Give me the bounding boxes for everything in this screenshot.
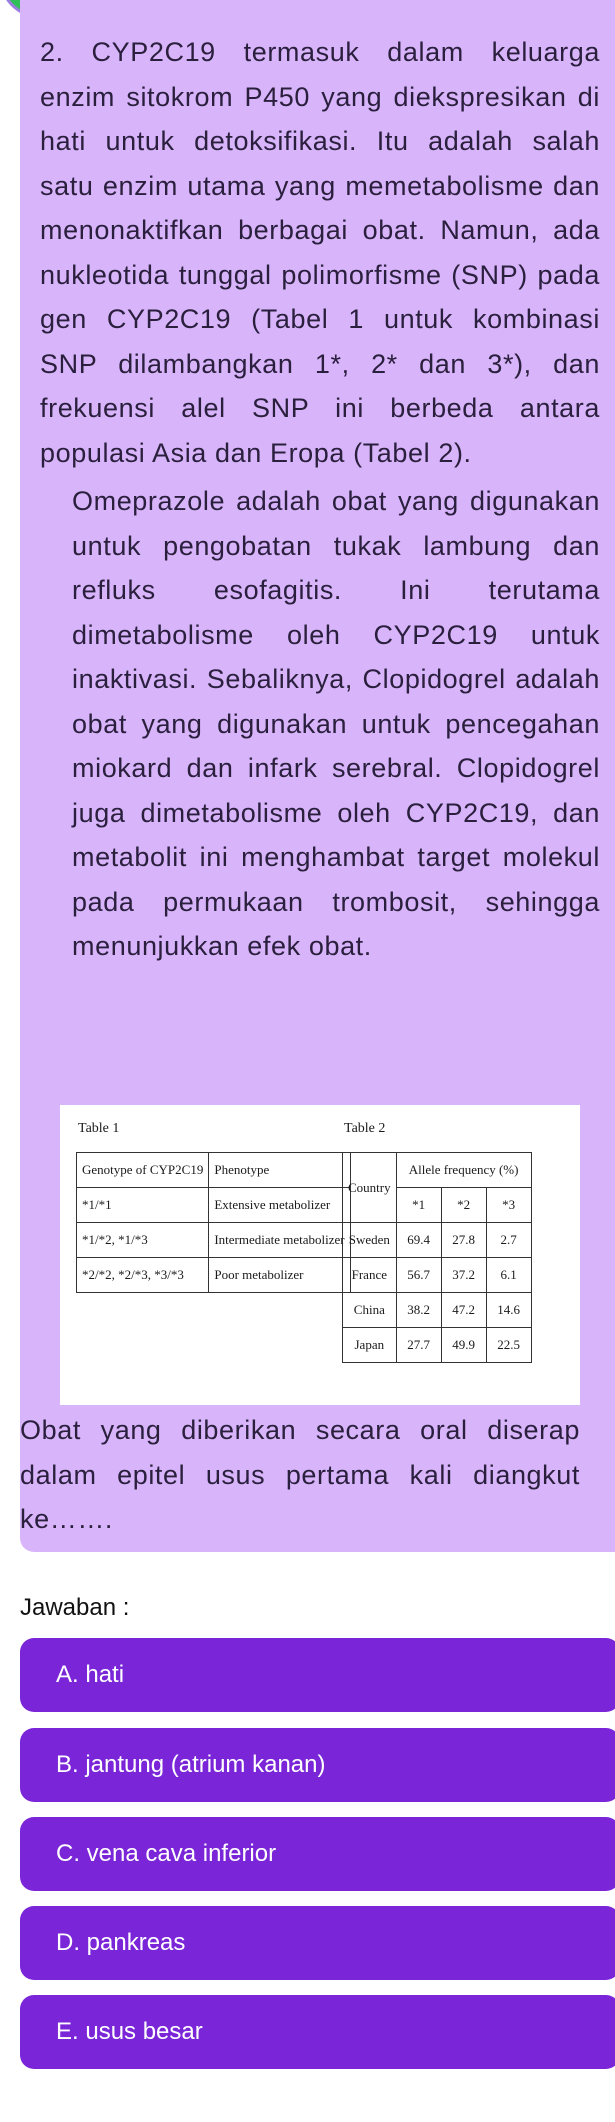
table-cell: 27.8	[441, 1223, 486, 1258]
table-cell: Sweden	[343, 1223, 397, 1258]
allele-frequency-table	[342, 1152, 532, 1363]
answer-label: Jawaban :	[20, 1594, 130, 1621]
option-e-button[interactable]	[20, 1995, 615, 2069]
option-label: D. pankreas	[56, 1929, 186, 1956]
question-prompt	[20, 1408, 580, 1542]
table-cell: 49.9	[441, 1328, 486, 1363]
table-cell: 14.6	[486, 1293, 531, 1328]
option-label: A. hati	[56, 1661, 125, 1688]
question-paragraph-3: Obat yang diberikan secara oral diserap dalam epitel usus pertama kali diangkut ke…….	[20, 1415, 580, 1534]
table-cell: 37.2	[441, 1258, 486, 1293]
table-cell: Poor metabolizer	[209, 1258, 350, 1293]
table-row	[77, 1258, 351, 1293]
option-d-button[interactable]	[20, 1906, 615, 1980]
table-header: *1	[396, 1188, 441, 1223]
table2-caption: Table 2	[344, 1121, 386, 1136]
table-cell: 27.7	[396, 1328, 441, 1363]
table-cell: Japan	[343, 1328, 397, 1363]
table-cell: 2.7	[486, 1223, 531, 1258]
table-row	[343, 1293, 532, 1328]
tables-figure	[60, 1105, 580, 1405]
table-cell: China	[343, 1293, 397, 1328]
table-cell: *1/*2, *1/*3	[77, 1223, 209, 1258]
table-header: Country	[343, 1153, 397, 1223]
table-header: *3	[486, 1188, 531, 1223]
table-cell: 6.1	[486, 1258, 531, 1293]
table-row	[77, 1223, 351, 1258]
question-text	[40, 30, 600, 969]
table-cell: *2/*2, *2/*3, *3/*3	[77, 1258, 209, 1293]
option-a-button[interactable]	[20, 1638, 615, 1712]
table1-caption: Table 1	[78, 1121, 120, 1136]
option-c-button[interactable]	[20, 1817, 615, 1891]
table-header: Allele frequency (%)	[396, 1153, 531, 1188]
table-row	[77, 1188, 351, 1223]
table-header: Genotype of CYP2C19	[77, 1153, 209, 1188]
table-cell: France	[343, 1258, 397, 1293]
table-cell: 56.7	[396, 1258, 441, 1293]
table-row	[77, 1153, 351, 1188]
table-header: Phenotype	[209, 1153, 350, 1188]
table-cell: Intermediate metabolizer	[209, 1223, 350, 1258]
option-label: E. usus besar	[56, 2018, 203, 2045]
question-paragraph-1: 2. CYP2C19 termasuk dalam keluarga enzim sitokrom P450 yang diekspresikan di hati untuk detoksifikasi. Itu adalah salah satu enzim utama yang memetabolisme dan menonaktifkan berbagai obat. Namun, ada nukleotida tunggal polimorfisme (SNP) pada gen CYP2C19 (Tabel 1 untuk kombinasi SNP dilambangkan 1*, 2* dan 3*), dan frekuensi alel SNP ini berbeda antara populasi Asia dan Eropa (Tabel 2).	[40, 37, 600, 468]
table-row	[343, 1153, 532, 1188]
option-label: C. vena cava inferior	[56, 1840, 277, 1867]
table-cell: Extensive metabolizer	[209, 1188, 350, 1223]
table-row	[343, 1223, 532, 1258]
table-cell: *1/*1	[77, 1188, 209, 1223]
option-label: B. jantung (atrium kanan)	[56, 1751, 326, 1778]
table-row	[343, 1328, 532, 1363]
table-cell: 69.4	[396, 1223, 441, 1258]
question-paragraph-2: Omeprazole adalah obat yang digunakan untuk pengobatan tukak lambung dan refluks esofagitis. Ini terutama dimetabolisme oleh CYP2C19 untuk inaktivasi. Sebaliknya, Clopidogrel adalah obat yang digunakan untuk pencegahan miokard dan infark serebral. Clopidogrel juga dimetabolisme oleh CYP2C19, dan metabolit ini menghambat target molekul pada permukaan trombosit, sehingga menunjukkan efek obat.	[72, 486, 600, 961]
table-cell: 38.2	[396, 1293, 441, 1328]
genotype-table	[76, 1152, 351, 1293]
option-b-button[interactable]	[20, 1728, 615, 1802]
table-header: *2	[441, 1188, 486, 1223]
table-cell: 22.5	[486, 1328, 531, 1363]
table-row	[343, 1258, 532, 1293]
table-cell: 47.2	[441, 1293, 486, 1328]
